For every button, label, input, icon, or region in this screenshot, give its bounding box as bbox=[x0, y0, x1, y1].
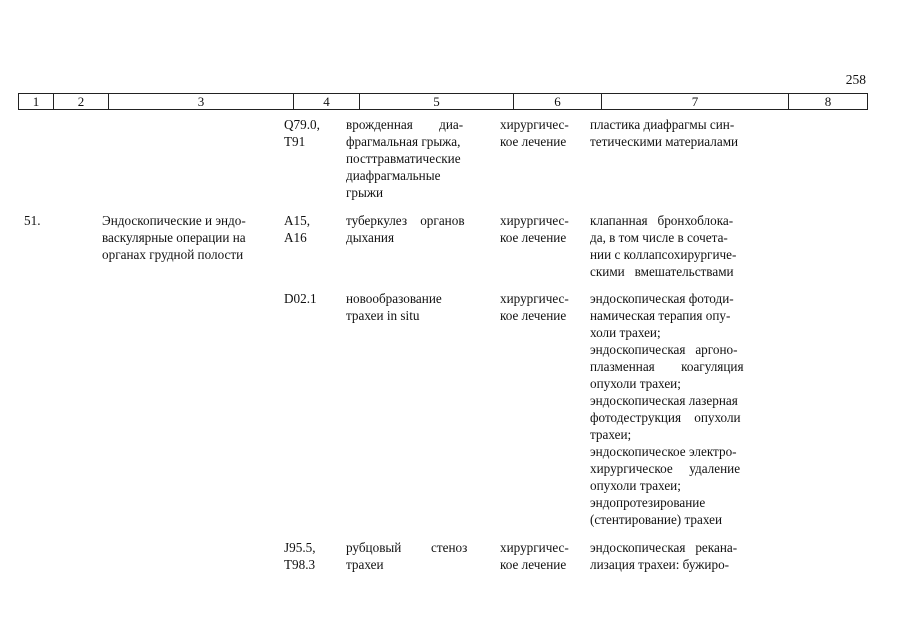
row-number-cell: 51. bbox=[24, 213, 41, 228]
diagnosis-codes-cell: D02.1 bbox=[284, 291, 317, 306]
column-header-8: 8 bbox=[788, 94, 867, 109]
diagnosis-codes-cell: J95.5, T98.3 bbox=[284, 540, 316, 572]
disease-cell: врожденная диа- фрагмальная грыжа, посттравматические диафрагмальные грыжи bbox=[346, 117, 464, 200]
column-header-1: 1 bbox=[32, 94, 40, 109]
treatment-type-cell: хирургичес- кое лечение bbox=[500, 117, 569, 149]
diagnosis-codes-cell: Q79.0, T91 bbox=[284, 117, 320, 149]
disease-cell: туберкулез органов дыхания bbox=[346, 213, 465, 245]
treatment-method-cell: эндоскопическая рекана- лизация трахеи: бужиро- bbox=[590, 540, 738, 572]
page-number: 258 bbox=[845, 72, 866, 87]
treatment-type-cell: хирургичес- кое лечение bbox=[500, 291, 569, 323]
column-header-7: 7 bbox=[601, 94, 788, 109]
disease-cell: рубцовый стеноз трахеи bbox=[346, 540, 468, 572]
disease-cell: новообразование трахеи in situ bbox=[346, 291, 442, 323]
treatment-type-cell: хирургичес- кое лечение bbox=[500, 213, 569, 245]
care-type-name-cell: Эндоскопические и эндо- васкулярные операции на органах грудной полости bbox=[102, 213, 246, 262]
column-header-4: 4 bbox=[293, 94, 359, 109]
column-header-2: 2 bbox=[53, 94, 108, 109]
treatment-method-cell: клапанная бронхоблока- да, в том числе в сочета- нии с коллапсохирургиче- скими вмешательствами bbox=[590, 213, 737, 279]
treatment-method-cell: эндоскопическая фотоди- намическая терапия опу- холи трахеи; эндоскопическая аргоно- плазменная коагуляция опухоли трахеи; эндоскопическая лазерная фотодеструкция опухоли трахеи; эндоскопическое электро- хирургическое удаление опухоли трахеи; эндопротезирование (стентирование) трахеи bbox=[590, 291, 744, 527]
diagnosis-codes-cell: A15, A16 bbox=[284, 213, 311, 245]
column-header-6: 6 bbox=[513, 94, 601, 109]
column-header-5: 5 bbox=[359, 94, 513, 109]
treatment-type-cell: хирургичес- кое лечение bbox=[500, 540, 569, 572]
column-header-3: 3 bbox=[108, 94, 293, 109]
table-header-row bbox=[18, 93, 868, 110]
treatment-method-cell: пластика диафрагмы син- тетическими материалами bbox=[590, 117, 739, 149]
